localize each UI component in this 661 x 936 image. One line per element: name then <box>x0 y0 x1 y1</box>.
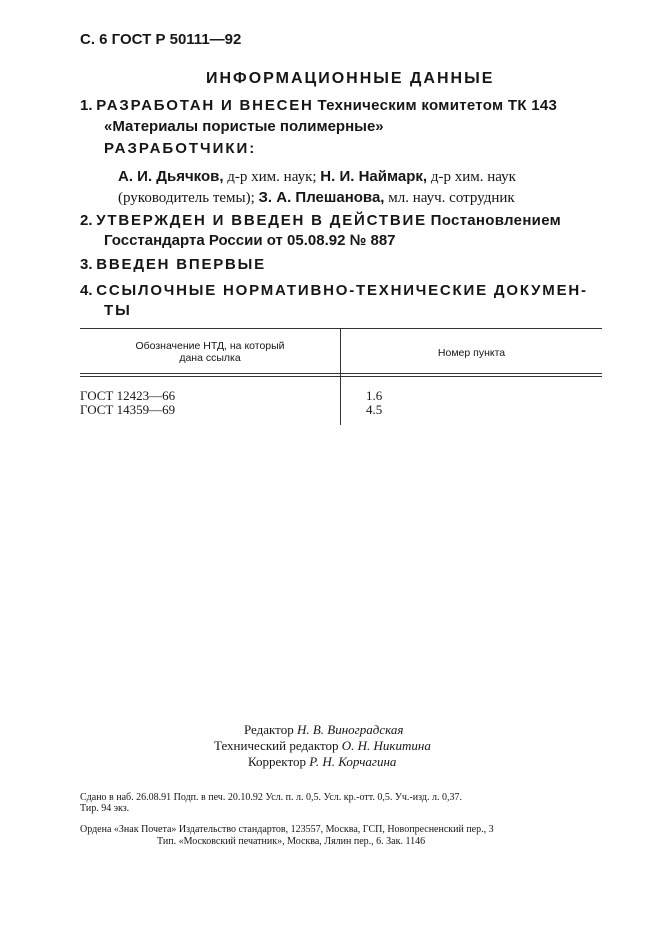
table-header-ntd <box>80 340 340 364</box>
table-header-ntd-line-2: дана ссылка <box>179 352 241 364</box>
table-cell-ntd: ГОСТ 14359—69 <box>80 402 176 417</box>
credit-corrector-name: Р. Н. Корчагина <box>309 754 397 769</box>
credit-technical-editor <box>214 738 431 754</box>
developer-1-degree: д-р хим. наук; <box>223 169 321 185</box>
table-header-ntd-line-1: Обозначение НТД, на который <box>135 340 285 352</box>
section-3-number: 3. <box>80 256 93 273</box>
table-cell-item: 1.6 <box>366 388 383 403</box>
section-2-heading <box>80 212 561 230</box>
section-2-title: УТВЕРЖДЕН И ВВЕДЕН В ДЕЙСТВИЕ <box>96 212 427 229</box>
developer-3-name: З. А. Плешанова, <box>258 189 385 206</box>
table-header-rule-double <box>80 376 602 377</box>
imprint-print-data: Сдано в наб. 26.08.91 Подп. в печ. 20.10.92 Усл. п. л. 0,5. Усл. кр.-отт. 0,5. Уч.-изд. л. 0,37. <box>80 792 462 803</box>
table-cell-item: 4.5 <box>366 402 383 417</box>
table-top-rule <box>80 328 602 329</box>
credit-technical-editor-label: Технический редактор <box>214 738 342 753</box>
credit-editor-label: Редактор <box>244 722 297 737</box>
section-2-decree: Госстандарта России от 05.08.92 № 887 <box>104 232 396 249</box>
page-header: С. 6 ГОСТ Р 50111—92 <box>80 31 242 48</box>
table-cell-ntd: ГОСТ 12423—66 <box>80 388 176 403</box>
developers-heading: РАЗРАБОТЧИКИ: <box>104 140 257 157</box>
credit-editor <box>244 722 403 738</box>
section-4-title: ССЫЛОЧНЫЕ НОРМАТИВНО-ТЕХНИЧЕСКИЕ ДОКУМЕН- <box>96 282 588 299</box>
developers-line-1 <box>118 168 516 186</box>
developer-2-role: (руководитель темы); <box>118 190 259 206</box>
credit-editor-name: Н. В. Виноградская <box>296 722 404 737</box>
credit-corrector-label: Корректор <box>248 754 310 769</box>
section-4-title-continued: ТЫ <box>104 302 132 319</box>
section-3-heading <box>80 256 266 274</box>
table-column-divider <box>340 329 341 425</box>
section-1-number: 1. <box>80 97 93 114</box>
table-header-rule <box>80 373 602 374</box>
imprint-publisher: Ордена «Знак Почета» Издательство стандартов, 123557, Москва, ГСП, Новопресненский пер., 3 <box>80 824 494 835</box>
section-1-tail: Техническим комитетом ТК 143 <box>317 97 558 114</box>
developer-1-name: А. И. Дьячков, <box>118 168 224 185</box>
page-title: ИНФОРМАЦИОННЫЕ ДАННЫЕ <box>206 70 495 87</box>
section-3-title: ВВЕДЕН ВПЕРВЫЕ <box>96 256 266 273</box>
imprint-run-size: Тир. 94 экз. <box>80 803 130 814</box>
section-4-number: 4. <box>80 282 93 299</box>
developers-line-2 <box>118 189 515 207</box>
section-2-tail: Постановлением <box>430 212 562 229</box>
developer-2-degree: д-р хим. наук <box>427 169 516 185</box>
section-1-committee: «Материалы пористые полимерные» <box>104 118 384 135</box>
table-header-item-number: Номер пункта <box>437 347 506 359</box>
credit-technical-editor-name: О. Н. Никитина <box>341 738 431 753</box>
developer-3-position: мл. науч. сотрудник <box>384 190 515 206</box>
developer-2-name: Н. И. Наймарк, <box>320 168 428 185</box>
section-2-number: 2. <box>80 212 93 229</box>
section-4-heading <box>80 282 588 300</box>
section-1-heading <box>80 97 557 115</box>
section-1-title: РАЗРАБОТАН И ВНЕСЕН <box>96 97 314 114</box>
imprint-printing-house: Тип. «Московский печатник», Москва, Лялин пер., 6. Зак. 1146 <box>157 836 426 847</box>
credit-corrector <box>248 754 396 770</box>
